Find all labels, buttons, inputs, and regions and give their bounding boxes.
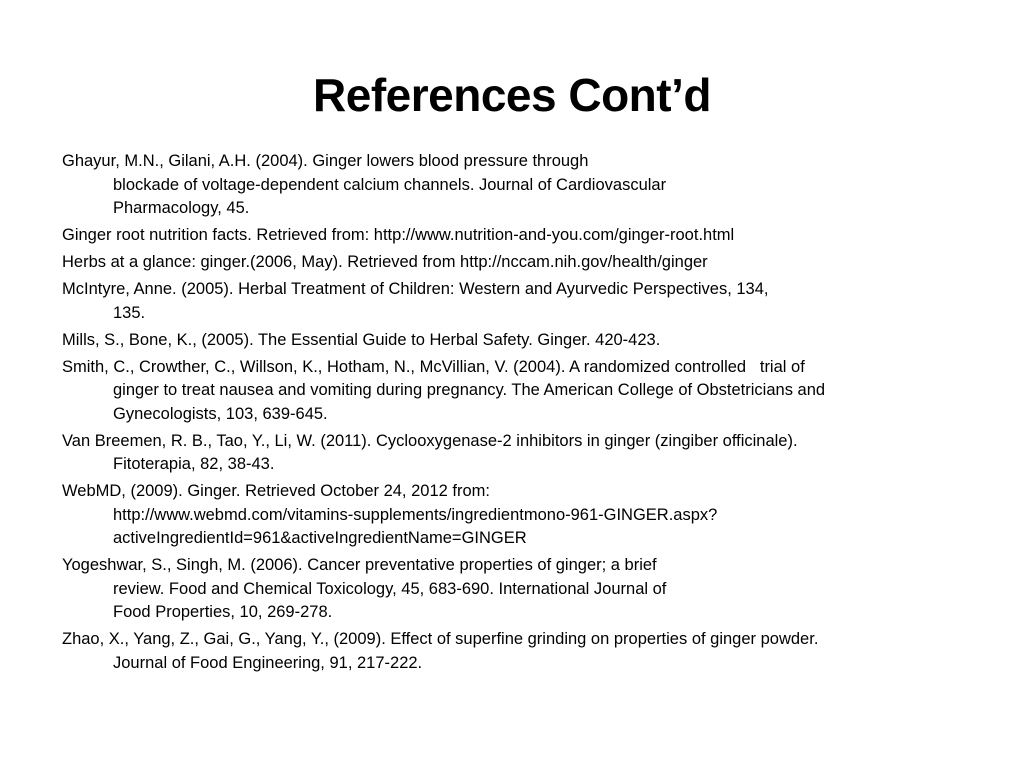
reference-line: http://www.webmd.com/vitamins-supplements/ingredientmono-961-GINGER.aspx?	[113, 505, 718, 524]
reference-item	[62, 329, 962, 353]
reference-line: Smith, C., Crowther, C., Willson, K., Hotham, N., McVillian, V. (2004). A randomized controlled trial of	[62, 357, 805, 376]
reference-line: blockade of voltage-dependent calcium channels. Journal of Cardiovascular	[113, 175, 667, 194]
reference-line: Pharmacology, 45.	[113, 199, 250, 217]
reference-item	[62, 224, 962, 248]
reference-item	[62, 480, 962, 551]
reference-line: review. Food and Chemical Toxicology, 45, 683-690. International Journal of	[113, 579, 667, 598]
slide-title: References Cont’d	[313, 69, 711, 121]
reference-line: Zhao, X., Yang, Z., Gai, G., Yang, Y., (2009). Effect of superfine grinding on properties of ginger powder.	[62, 630, 819, 648]
reference-list	[62, 150, 962, 679]
reference-item	[62, 430, 962, 477]
reference-item	[62, 554, 962, 625]
reference-line: Journal of Food Engineering, 91, 217-222.	[113, 653, 423, 672]
reference-item	[62, 251, 962, 275]
reference-item	[62, 150, 962, 221]
reference-line: 135.	[113, 303, 146, 322]
reference-line: Van Breemen, R. B., Tao, Y., Li, W. (2011). Cyclooxygenase-2 inhibitors in ginger (zingiber officinale).	[62, 431, 798, 450]
reference-line: activeIngredientId=961&activeIngredientName=GINGER	[113, 529, 527, 547]
reference-item	[62, 278, 962, 325]
reference-line: McIntyre, Anne. (2005). Herbal Treatment of Children: Western and Ayurvedic Perspectives, 134,	[62, 280, 769, 298]
reference-line: Yogeshwar, S., Singh, M. (2006). Cancer preventative properties of ginger; a brief	[62, 556, 657, 574]
reference-item	[62, 356, 962, 427]
reference-line: Ginger root nutrition facts. Retrieved from: http://www.nutrition-and-you.com/ginger-root.html	[62, 226, 735, 244]
reference-line: Herbs at a glance: ginger.(2006, May). Retrieved from http://nccam.nih.gov/health/ginger	[62, 253, 708, 271]
reference-line: ginger to treat nausea and vomiting during pregnancy. The American College of Obstetricians and	[113, 381, 826, 399]
reference-line: Food Properties, 10, 269-278.	[113, 603, 333, 621]
reference-item	[62, 628, 962, 675]
reference-line: Gynecologists, 103, 639-645.	[113, 404, 328, 423]
reference-line: WebMD, (2009). Ginger. Retrieved October 24, 2012 from:	[62, 482, 490, 500]
reference-line: Ghayur, M.N., Gilani, A.H. (2004). Ginger lowers blood pressure through	[62, 152, 589, 170]
reference-line: Mills, S., Bone, K., (2005). The Essential Guide to Herbal Safety. Ginger. 420-423.	[62, 330, 661, 349]
reference-line: Fitoterapia, 82, 38-43.	[113, 455, 275, 473]
